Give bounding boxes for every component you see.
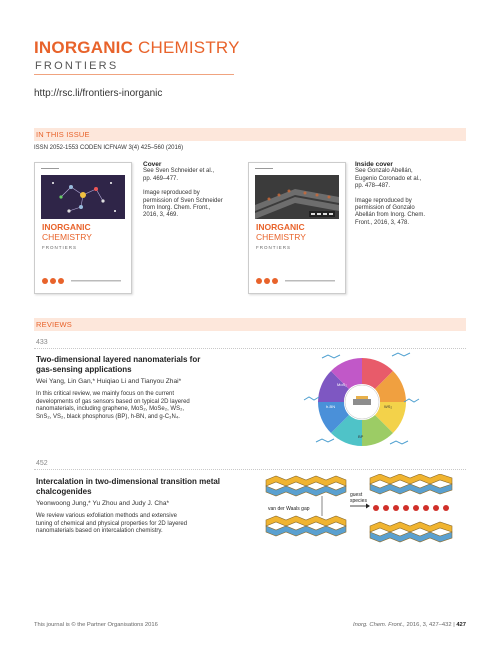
cover-caption-line: Image reproduced by: [143, 190, 200, 197]
graphic-label: h-BN: [326, 404, 336, 409]
cover-caption-line: [143, 183, 243, 190]
article-page-number: 433: [36, 339, 48, 346]
abstract-line: SnS₂, VS₂, black phosphorus (BP), h-BN, and g-C₃N₄.: [36, 413, 180, 420]
inside-cover-caption-line: [355, 191, 465, 198]
reviews-label: REVIEWS: [36, 320, 72, 329]
cover-caption-line: permission of Sven Schneider: [143, 197, 223, 204]
abstract-line: In this critical review, we mainly focus on the current: [36, 391, 175, 397]
journal-subtitle: FRONTIERS: [35, 60, 119, 72]
cover-title-line-2: CHEMISTRY: [42, 232, 92, 242]
inside-cover-caption-line: Front., 2016, 3, 478.: [355, 219, 410, 226]
cover-caption-line: from Inorg. Chem. Front.,: [143, 205, 211, 212]
inside-cover-caption-line: Abellán from Inorg. Chem.: [355, 212, 426, 219]
cover-caption-line: See Sven Schneider et al.,: [143, 168, 215, 175]
masthead-rule: [34, 74, 234, 75]
article-title-line: gas-sensing applications: [36, 364, 132, 374]
footer-copyright: This journal is © the Partner Organisations 2016: [34, 622, 158, 628]
abstract-line: tuning of chemical and physical properties for 2D layered: [36, 520, 188, 527]
abstract-line: nanomaterials based on intercalation chemistry.: [36, 528, 163, 534]
cover-title-line-1: INORGANIC: [42, 222, 91, 232]
cover-logos: [255, 277, 339, 285]
in-this-issue-label: IN THIS ISSUE: [36, 130, 90, 139]
graphic-label: BP: [358, 434, 364, 439]
cover-title-line-2: CHEMISTRY: [256, 232, 306, 242]
article-authors: Yeonwoong Jung,* Yu Zhou and Judy J. Cha*: [36, 500, 170, 507]
footer-page-number: 427: [456, 622, 466, 628]
article-divider: [34, 469, 466, 470]
journal-title-bold: INORGANIC: [34, 38, 134, 57]
vdw-gap-label: van der Waals gap: [268, 506, 310, 512]
footer-sep: |: [451, 622, 457, 628]
journal-title-light: CHEMISTRY: [133, 38, 240, 57]
reviews-band: [34, 318, 466, 331]
inside-cover-caption-line: pp. 478–487.: [355, 183, 391, 190]
cover-caption-heading: Cover: [143, 161, 162, 168]
gas-sensing-graphic: [302, 352, 422, 452]
article-title-line: Intercalation in two-dimensional transition metal: [36, 477, 221, 486]
inside-cover-caption-line: Image reproduced by: [355, 197, 412, 204]
article-abstract: [36, 391, 276, 421]
cover-header-rule: [41, 168, 59, 169]
article-divider: [34, 348, 466, 349]
cover-header-rule: [255, 168, 273, 169]
footer-journal: Inorg. Chem. Front.,: [352, 622, 405, 628]
cover-title-line-1: INORGANIC: [256, 222, 305, 232]
abstract-line: developments of gas sensors based on typical 2D layered: [36, 398, 190, 405]
article-title-link[interactable]: [36, 355, 266, 374]
intercalation-graphic: [262, 474, 462, 546]
inside-cover-caption-heading: Inside cover: [355, 161, 393, 168]
species-label: species: [350, 498, 367, 504]
article-title-link[interactable]: [36, 477, 266, 496]
graphic-label: MoS₂: [337, 382, 347, 387]
cover-image[interactable]: [34, 162, 132, 294]
footer-volume: 2016, 3, 427–432: [404, 622, 452, 628]
article-page-number: 452: [36, 460, 48, 467]
cover-caption-line: 2016, 3, 469.: [143, 212, 179, 219]
abstract-line: nanomaterials, including graphene, MoS₂, MoSe₂, WS₂,: [36, 406, 185, 412]
article-title-line: Two-dimensional layered nanomaterials for: [36, 355, 201, 364]
cover-title-line-3: FRONTIERS: [256, 245, 292, 250]
inside-cover-caption-line: See Gonzalo Abellán,: [355, 168, 413, 175]
journal-title: [34, 38, 240, 58]
cover-title-line-3: FRONTIERS: [42, 245, 78, 250]
journal-url-link[interactable]: http://rsc.li/frontiers-inorganic: [34, 88, 163, 99]
guest-label: guest: [350, 492, 363, 498]
cover-logos: [41, 277, 125, 285]
cover-caption-line: pp. 469–477.: [143, 175, 179, 182]
footer-citation: [353, 622, 466, 628]
article-authors: Wei Yang, Lin Gan,* Huiqiao Li and Tianyou Zhai*: [36, 378, 182, 385]
article-abstract: [36, 513, 276, 536]
inside-cover-image[interactable]: [248, 162, 346, 294]
inside-cover-layers-graphic: [255, 175, 339, 219]
abstract-line: We review various exfoliation methods and extensive: [36, 513, 177, 519]
cover-caption: [143, 161, 243, 220]
inside-cover-caption: [355, 161, 465, 227]
graphic-label: WS₂: [384, 404, 392, 409]
inside-cover-caption-line: Eugenio Coronado et al.,: [355, 175, 422, 182]
inside-cover-caption-line: permission of Gonzalo: [355, 205, 415, 212]
in-this-issue-band: [34, 128, 466, 141]
cover-molecule-graphic: [41, 175, 125, 219]
issn-line: ISSN 2052-1553 CODEN ICFNAW 3(4) 425–560 (2016): [34, 145, 184, 151]
article-title-line: chalcogenides: [36, 486, 92, 496]
